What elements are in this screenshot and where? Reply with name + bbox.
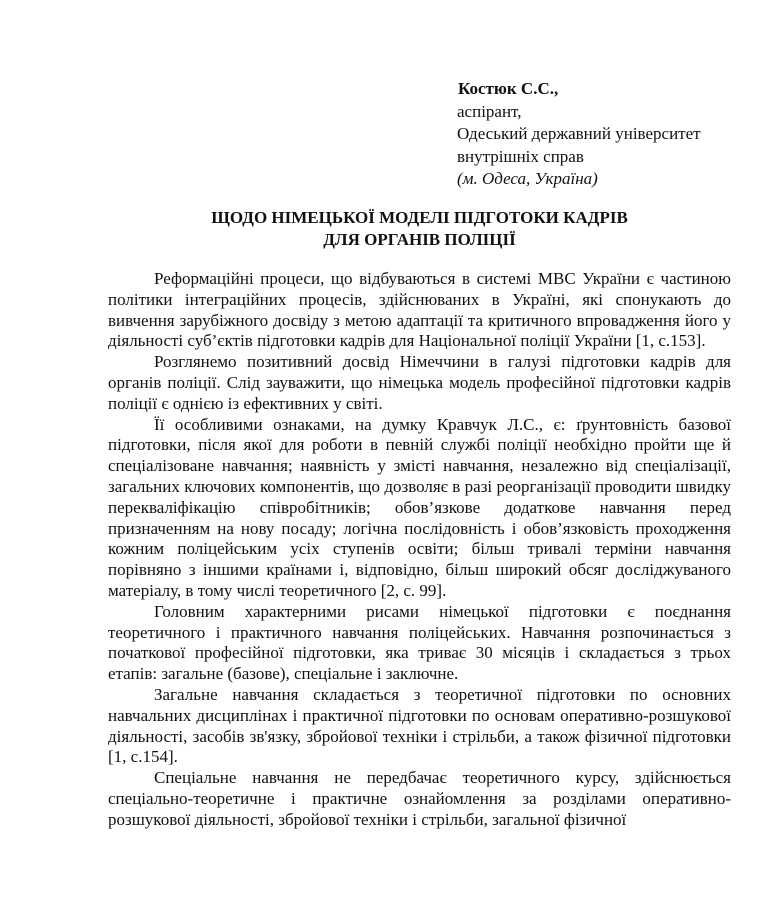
author-institution-line-2: внутрішніх справ [457, 146, 584, 166]
paragraph-3: Її особливими ознаками, на думку Кравчук Л.С., є: ґрунтовність базової підготовки, після якої для роботи в певній службі поліції необхідно пройти ще й спеціалізоване навчання; наявність у змісті навчання, незалежно від спеціалізації, загальних ключових компонентів, що дозволяє в разі реорганізації проводити швидку перекваліфікацію співробітників; обов’язкове додаткове навчання перед призначенням на нову посаду; логічна послідовність і обов’язковість проходження кожним поліцейським усіх ступенів освіти; більш тривалі терміни навчання порівняно з іншими країнами і, відповідно, більш широкий обсяг досліджуваного матеріалу, в тому числі теоретичного [2, с. 99]. [108, 414, 731, 600]
article-title-line-1: ЩОДО НІМЕЦЬКОЇ МОДЕЛІ ПІДГОТОКИ КАДРІВ [211, 208, 628, 227]
paragraph-1: Реформаційні процеси, що відбуваються в системі МВС України є частиною політики інтеграційних процесів, здійснюваних в Україні, які спонукають до вивчення зарубіжного досвіду з метою адаптації та критичного впровадження його у діяльності суб’єктів підготовки кадрів для Національної поліції України [1, с.153]. [108, 269, 731, 351]
article-title [108, 207, 731, 250]
article-title-line-2: ДЛЯ ОРГАНІВ ПОЛІЦІЇ [323, 229, 516, 249]
article-body [108, 269, 731, 831]
author-block [457, 78, 747, 191]
author-institution-line-1: Одеський державний університет [457, 124, 701, 143]
author-name: Костюк С.С., [458, 79, 559, 98]
author-position: аспірант, [457, 101, 522, 121]
paragraph-4: Головним характерними рисами німецької підготовки є поєднання теоретичного і практичного навчання поліцейських. Навчання розпочинається з початкової професійної підготовки, яка триває 30 місяців і складається з трьох етапів: загальне (базове), спеціальне і заключне. [108, 601, 731, 684]
paragraph-5: Загальне навчання складається з теоретичної підготовки по основних навчальних дисциплінах і практичної підготовки по основам оперативно-розшукової діяльності, засобів зв'язку, збройової техніки і стрільби, а також фізичної підготовки [1, с.154]. [108, 684, 731, 767]
paragraph-2: Розглянемо позитивний досвід Німеччини в галузі підготовки кадрів для органів поліції. Слід зауважити, що німецька модель професійної підготовки кадрів поліції є однією із ефективних у світі. [108, 352, 731, 413]
paragraph-6: Спеціальне навчання не передбачає теоретичного курсу, здійснюється спеціально-теоретичне і практичне ознайомлення за розділами оперативно-розшукової діяльності, збройової техніки і стрільби, загальної фізичної [108, 768, 731, 829]
author-city: (м. Одеса, Україна) [457, 169, 598, 188]
